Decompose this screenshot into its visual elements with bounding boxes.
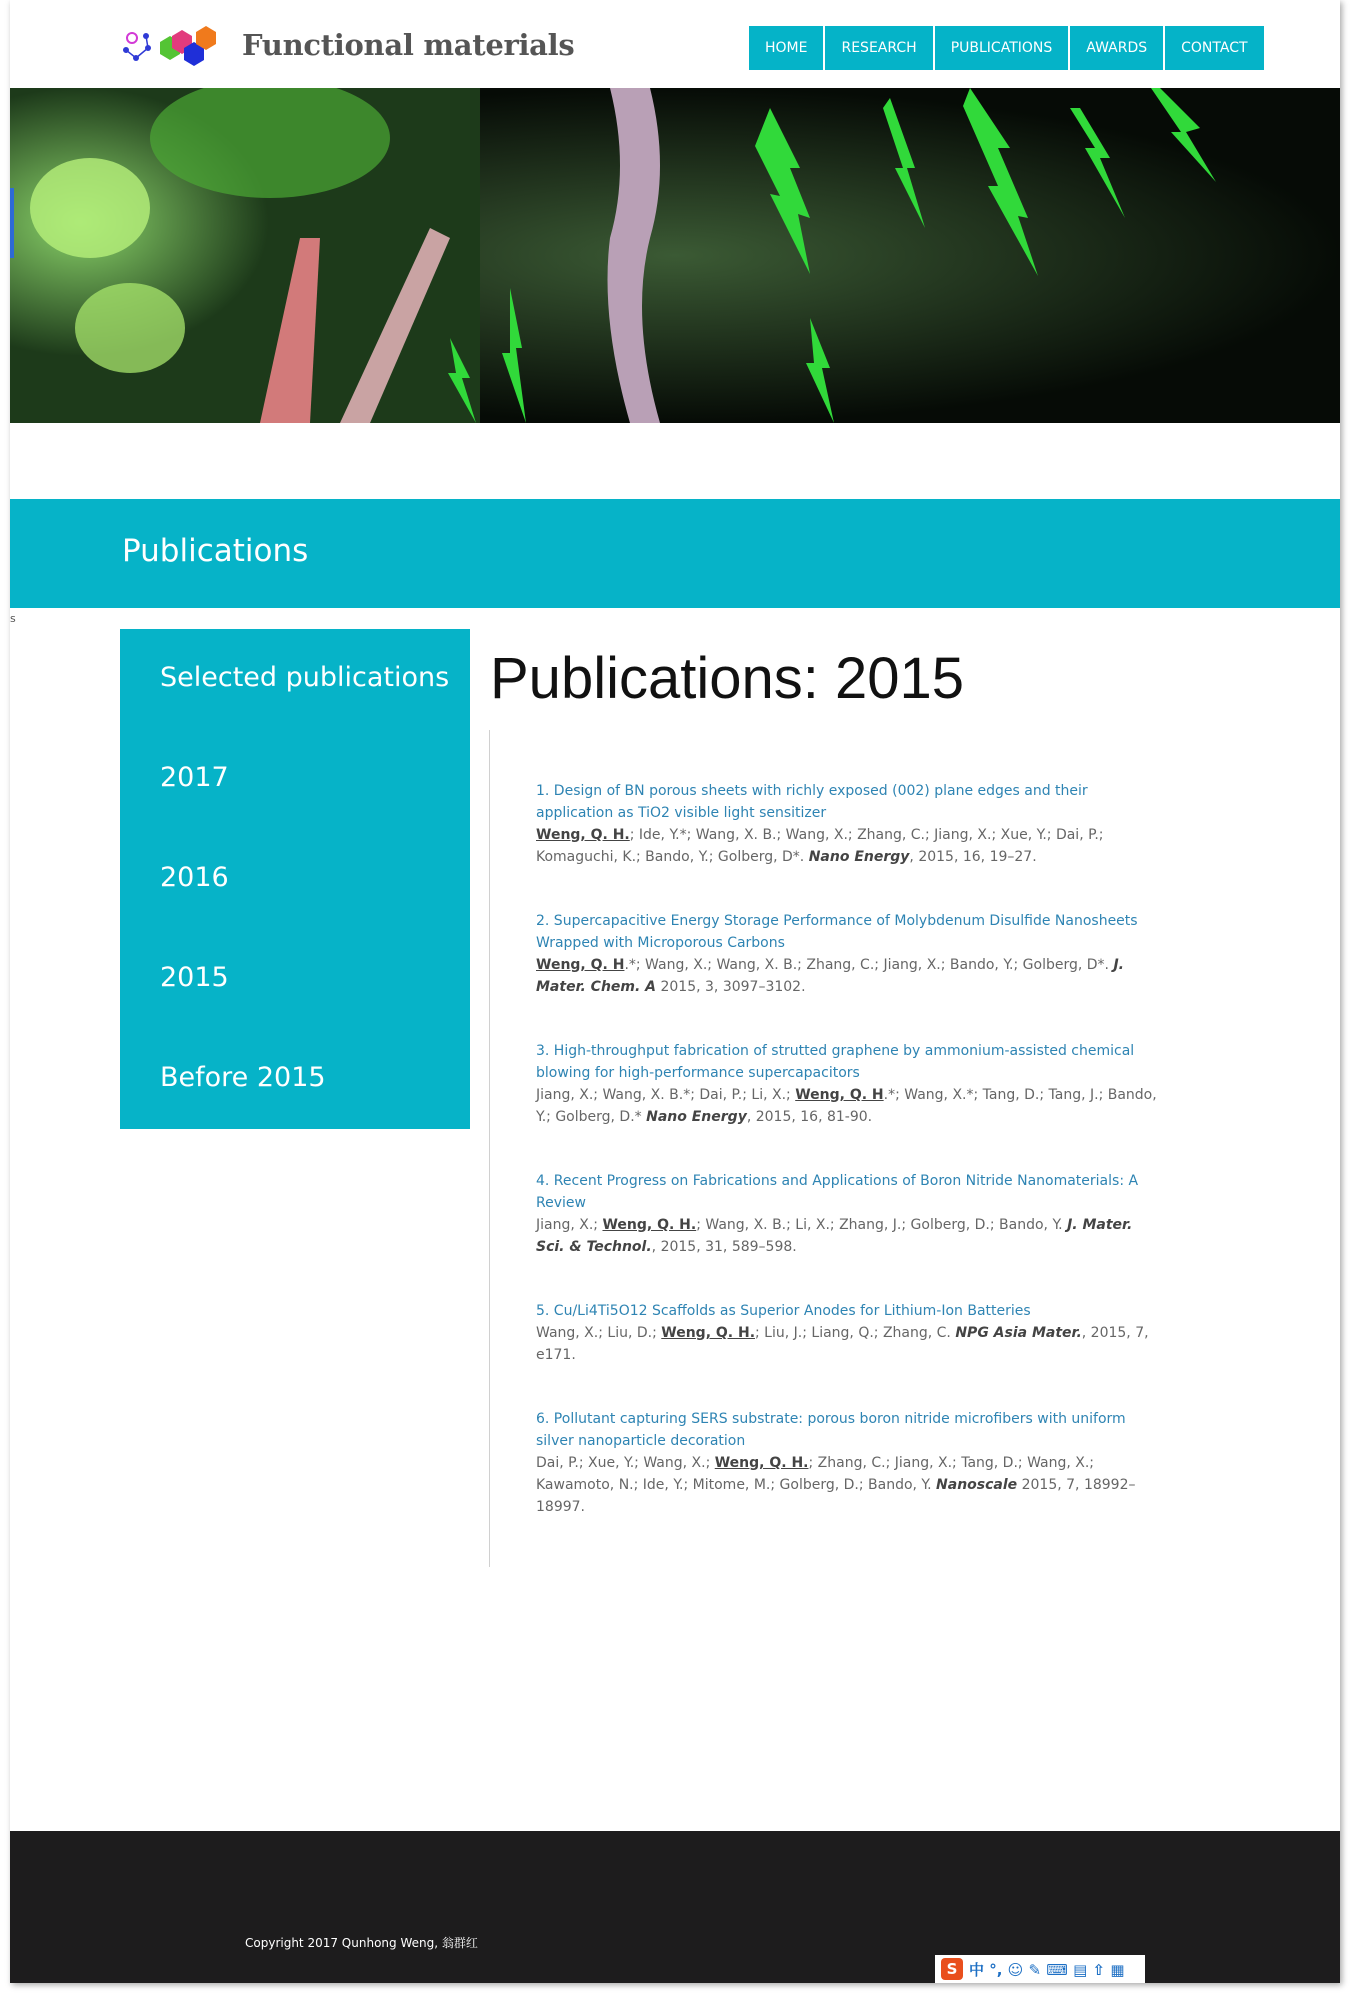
sidebar-item-before-2015[interactable]: Before 2015	[160, 1062, 326, 1093]
page	[10, 0, 1340, 1983]
main-nav	[749, 26, 1264, 70]
sidebar-item-2017[interactable]: 2017	[160, 762, 229, 793]
site-footer	[10, 1831, 1340, 1983]
copyright-text: Copyright 2017 Qunhong Weng, 翁群红	[245, 1936, 478, 1950]
publication-title-link[interactable]: 3. High-throughput fabrication of strutted graphene by ammonium-assisted chemical blowing for high-performance supercapacitors	[536, 1043, 1135, 1081]
molecule-logo-icon	[123, 26, 216, 66]
publication-authors: Dai, P.; Xue, Y.; Wang, X.; Weng, Q. H.; Zhang, C.; Jiang, X.; Tang, D.; Wang, X.; Kawamoto, N.; Ide, Y.; Mitome, M.; Golberg, D.; Bando, Y. Nanoscale 2015, 7, 18992– 18997.	[536, 1455, 1136, 1515]
logo[interactable]	[118, 22, 238, 72]
ime-controls[interactable]: 中 °, ☺ ✎ ⌨ ▤ ⇧ ▦	[969, 1960, 1125, 1979]
content-divider	[489, 730, 490, 1567]
sidebar-item-selected[interactable]: Selected publications	[160, 662, 450, 693]
stray-text: s	[10, 612, 16, 625]
hero-image	[10, 88, 1340, 423]
list-item	[536, 910, 1164, 998]
site-title[interactable]: Functional materials	[242, 28, 575, 62]
list-item	[536, 1300, 1164, 1366]
page-title: Publications: 2015	[490, 646, 964, 711]
nav-awards[interactable]: AWARDS	[1070, 26, 1163, 70]
publication-title-link[interactable]: 4. Recent Progress on Fabrications and Applications of Boron Nitride Nanomaterials: A Review	[536, 1173, 1139, 1211]
ime-toolbar[interactable]	[935, 1955, 1145, 1983]
nav-publications[interactable]: PUBLICATIONS	[935, 26, 1069, 70]
list-item	[536, 1040, 1164, 1128]
publication-authors: Weng, Q. H.; Ide, Y.*; Wang, X. B.; Wang, X.; Zhang, C.; Jiang, X.; Xue, Y.; Dai, P.; Komaguchi, K.; Bando, Y.; Golberg, D*. Nano Energy, 2015, 16, 19–27.	[536, 827, 1104, 865]
site-header	[10, 0, 1340, 88]
publication-authors: Weng, Q. H.*; Wang, X.; Wang, X. B.; Zhang, C.; Jiang, X.; Bando, Y.; Golberg, D*. J. Mater. Chem. A 2015, 3, 3097–3102.	[536, 957, 1124, 995]
nav-home[interactable]: HOME	[749, 26, 823, 70]
publication-title-link[interactable]: 6. Pollutant capturing SERS substrate: porous boron nitride microfibers with uniform silver nanoparticle decoration	[536, 1411, 1126, 1449]
publication-authors: Jiang, X.; Weng, Q. H.; Wang, X. B.; Li, X.; Zhang, J.; Golberg, D.; Bando, Y. J. Mater. Sci. & Technol., 2015, 31, 589–598.	[536, 1217, 1133, 1255]
sidebar	[120, 629, 470, 1129]
publication-authors: Wang, X.; Liu, D.; Weng, Q. H.; Liu, J.; Liang, Q.; Zhang, C. NPG Asia Mater., 2015, 7, e171.	[536, 1325, 1149, 1363]
list-item	[536, 1408, 1164, 1518]
list-item	[536, 1170, 1164, 1258]
publication-title-link[interactable]: 1. Design of BN porous sheets with richly exposed (002) plane edges and their application as TiO2 visible light sensitizer	[536, 783, 1088, 821]
sidebar-item-2015[interactable]: 2015	[160, 962, 229, 993]
sogou-ime-icon[interactable]: S	[941, 1958, 963, 1980]
publication-title-link[interactable]: 5. Cu/Li4Ti5O12 Scaffolds as Superior Anodes for Lithium-Ion Batteries	[536, 1303, 1031, 1319]
sidebar-item-2016[interactable]: 2016	[160, 862, 229, 893]
page-banner	[10, 499, 1340, 608]
publication-list	[536, 780, 1164, 1560]
publication-title-link[interactable]: 2. Supercapacitive Energy Storage Performance of Molybdenum Disulfide Nanosheets Wrapped with Microporous Carbons	[536, 913, 1138, 951]
banner-title: Publications	[122, 533, 309, 569]
nav-contact[interactable]: CONTACT	[1165, 26, 1263, 70]
publication-authors: Jiang, X.; Wang, X. B.*; Dai, P.; Li, X.; Weng, Q. H.*; Wang, X.*; Tang, D.; Tang, J.; Bando, Y.; Golberg, D.* Nano Energy, 2015, 16, 81-90.	[536, 1087, 1157, 1125]
list-item	[536, 780, 1164, 868]
nav-research[interactable]: RESEARCH	[825, 26, 932, 70]
